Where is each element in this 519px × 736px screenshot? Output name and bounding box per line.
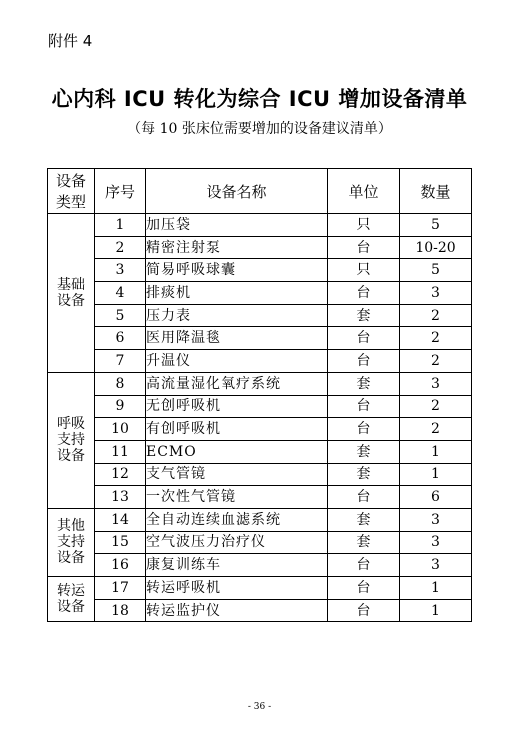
unit-cell: 台 — [328, 236, 400, 259]
seq-cell: 16 — [95, 554, 146, 577]
seq-cell: 8 — [95, 372, 146, 395]
seq-cell: 15 — [95, 531, 146, 554]
unit-cell: 只 — [328, 259, 400, 282]
category-cell: 其他 支持 设备 — [48, 508, 95, 576]
page-number: - 36 - — [247, 702, 272, 712]
qty-cell: 10-20 — [400, 236, 472, 259]
table-row — [48, 350, 472, 373]
table-row — [48, 236, 472, 259]
name-cell: 有创呼吸机 — [146, 418, 328, 441]
table-row — [48, 259, 472, 282]
name-cell: 高流量湿化氧疗系统 — [146, 372, 328, 395]
unit-cell: 套 — [328, 372, 400, 395]
seq-cell: 7 — [95, 350, 146, 373]
table-body — [48, 214, 472, 622]
seq-cell: 9 — [95, 395, 146, 418]
category-cell: 基础 设备 — [48, 214, 95, 373]
unit-cell: 只 — [328, 214, 400, 237]
qty-cell: 2 — [400, 350, 472, 373]
qty-cell: 2 — [400, 395, 472, 418]
header-seq: 序号 — [95, 169, 146, 214]
seq-cell: 14 — [95, 508, 146, 531]
name-cell: 无创呼吸机 — [146, 395, 328, 418]
name-cell: 支气管镜 — [146, 463, 328, 486]
name-cell: 空气波压力治疗仪 — [146, 531, 328, 554]
qty-cell: 3 — [400, 372, 472, 395]
unit-cell: 台 — [328, 486, 400, 509]
seq-cell: 10 — [95, 418, 146, 441]
header-qty: 数量 — [400, 169, 472, 214]
qty-cell: 5 — [400, 214, 472, 237]
unit-cell: 台 — [328, 599, 400, 622]
unit-cell: 台 — [328, 577, 400, 600]
unit-cell: 套 — [328, 531, 400, 554]
name-cell: 排痰机 — [146, 282, 328, 305]
name-cell: 医用降温毯 — [146, 327, 328, 350]
table-row — [48, 418, 472, 441]
table-row — [48, 486, 472, 509]
name-cell: 一次性气管镜 — [146, 486, 328, 509]
seq-cell: 17 — [95, 577, 146, 600]
unit-cell: 台 — [328, 418, 400, 441]
qty-cell: 3 — [400, 282, 472, 305]
header-unit: 单位 — [328, 169, 400, 214]
unit-cell: 套 — [328, 463, 400, 486]
table-row — [48, 440, 472, 463]
name-cell: 转运呼吸机 — [146, 577, 328, 600]
qty-cell: 1 — [400, 599, 472, 622]
header-category: 设备 类型 — [48, 169, 95, 214]
seq-cell: 5 — [95, 304, 146, 327]
name-cell: 加压袋 — [146, 214, 328, 237]
table-row — [48, 599, 472, 622]
name-cell: 全自动连续血滤系统 — [146, 508, 328, 531]
table-row — [48, 282, 472, 305]
table-row — [48, 463, 472, 486]
name-cell: 简易呼吸球囊 — [146, 259, 328, 282]
table-row — [48, 395, 472, 418]
unit-cell: 台 — [328, 350, 400, 373]
qty-cell: 2 — [400, 418, 472, 441]
qty-cell: 1 — [400, 577, 472, 600]
qty-cell: 2 — [400, 304, 472, 327]
qty-cell: 3 — [400, 554, 472, 577]
name-cell: ECMO — [146, 440, 328, 463]
unit-cell: 台 — [328, 395, 400, 418]
equipment-table — [47, 168, 472, 622]
seq-cell: 1 — [95, 214, 146, 237]
name-cell: 压力表 — [146, 304, 328, 327]
unit-cell: 套 — [328, 440, 400, 463]
table-row — [48, 577, 472, 600]
table-row — [48, 327, 472, 350]
name-cell: 转运监护仪 — [146, 599, 328, 622]
qty-cell: 1 — [400, 463, 472, 486]
table-row — [48, 304, 472, 327]
table-row — [48, 214, 472, 237]
seq-cell: 11 — [95, 440, 146, 463]
unit-cell: 台 — [328, 282, 400, 305]
name-cell: 康复训练车 — [146, 554, 328, 577]
seq-cell: 12 — [95, 463, 146, 486]
table-row — [48, 554, 472, 577]
qty-cell: 1 — [400, 440, 472, 463]
unit-cell: 台 — [328, 327, 400, 350]
table-row — [48, 508, 472, 531]
table-row — [48, 372, 472, 395]
seq-cell: 13 — [95, 486, 146, 509]
document-subtitle: （每 10 张床位需要增加的设备建议清单） — [127, 121, 392, 137]
header-name: 设备名称 — [146, 169, 328, 214]
qty-cell: 6 — [400, 486, 472, 509]
qty-cell: 3 — [400, 508, 472, 531]
seq-cell: 4 — [95, 282, 146, 305]
qty-cell: 5 — [400, 259, 472, 282]
name-cell: 升温仪 — [146, 350, 328, 373]
seq-cell: 18 — [95, 599, 146, 622]
qty-cell: 3 — [400, 531, 472, 554]
seq-cell: 2 — [95, 236, 146, 259]
unit-cell: 套 — [328, 508, 400, 531]
category-cell: 呼吸 支持 设备 — [48, 372, 95, 508]
name-cell: 精密注射泵 — [146, 236, 328, 259]
unit-cell: 台 — [328, 554, 400, 577]
attachment-label: 附件 4 — [48, 32, 93, 50]
table-row — [48, 531, 472, 554]
table-header-row — [48, 169, 472, 214]
qty-cell: 2 — [400, 327, 472, 350]
unit-cell: 套 — [328, 304, 400, 327]
category-cell: 转运 设备 — [48, 577, 95, 622]
seq-cell: 6 — [95, 327, 146, 350]
document-title: 心内科 ICU 转化为综合 ICU 增加设备清单 — [51, 87, 468, 111]
seq-cell: 3 — [95, 259, 146, 282]
